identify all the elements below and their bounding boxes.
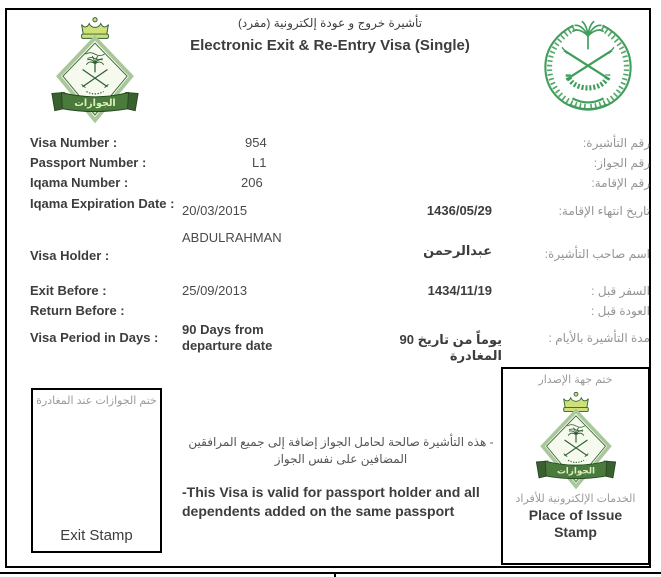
field-label-ar-passport-number: رقم الجواز: <box>593 156 650 170</box>
document-title-arabic: تأشيرة خروج و عودة إلكترونية (مفرد) <box>237 16 423 30</box>
footer-table-edge <box>0 572 661 577</box>
field-label-ar-iqama-number: رقم الإقامة: <box>591 176 650 190</box>
field-value-visa-period: 90 Days from departure date <box>182 322 273 353</box>
field-label-visa-number: Visa Number : <box>30 135 118 150</box>
field-label-passport-number: Passport Number : <box>30 155 147 170</box>
document-header <box>158 16 502 54</box>
field-label-ar-visa-period: مدة التأشيرة بالأيام : <box>548 331 650 345</box>
place-of-issue-stamp-box <box>501 367 650 565</box>
place-of-issue-label-arabic: ختم جهة الإصدار <box>538 374 613 386</box>
document-title-english: Electronic Exit & Re-Entry Visa (Single) <box>190 37 470 54</box>
ministry-of-interior-emblem-icon <box>536 13 640 117</box>
field-value-visa-period-ar: 90 يوماً من تاريخ المغادرة <box>399 332 502 363</box>
field-value-iqama-expiration-gregorian: 20/03/2015 <box>182 203 248 218</box>
wreath-tie-icon <box>569 98 606 109</box>
electronic-services-label-arabic: الخدمات الإلكترونية للأفراد <box>515 493 636 505</box>
field-value-visa-holder-name-ar: عبدالرحمن <box>423 243 492 258</box>
field-label-return-before: Return Before : <box>30 303 125 318</box>
validity-note-english: -This Visa is valid for passport holder and all dependents added on the same passport <box>182 484 480 519</box>
validity-notes <box>176 434 506 521</box>
field-label-iqama-expiration: Iqama Expiration Date : <box>30 196 175 211</box>
field-label-ar-return-before: العودة قبل : <box>590 304 650 318</box>
field-label-visa-period: Visa Period in Days : <box>30 330 159 345</box>
jawazat-passports-emblem-icon <box>47 13 143 126</box>
palm-tree-icon <box>572 21 603 49</box>
field-label-iqama-number: Iqama Number : <box>30 175 129 190</box>
field-value-passport-number: L1 <box>252 155 267 170</box>
field-label-ar-iqama-expiration: تاريخ انتهاء الإقامة: <box>558 204 650 218</box>
crescent-icon <box>568 74 608 88</box>
field-value-iqama-number: 206 <box>241 175 263 190</box>
exit-stamp-label-english: Exit Stamp <box>60 527 133 544</box>
field-value-iqama-expiration-hijri: 1436/05/29 <box>426 203 492 218</box>
footer-table-divider <box>334 572 336 577</box>
field-label-ar-exit-before: السفر قبل : <box>591 284 650 298</box>
field-value-exit-before-hijri: 1434/11/19 <box>427 283 492 298</box>
field-value-visa-number: 954 <box>245 135 267 150</box>
jawazat-passports-emblem-icon <box>532 388 620 492</box>
field-label-ar-visa-number: رقم التأشيرة: <box>582 136 650 150</box>
field-label-exit-before: Exit Before : <box>30 283 107 298</box>
field-label-visa-holder: Visa Holder : <box>30 248 110 263</box>
exit-stamp-box <box>31 388 162 553</box>
place-of-issue-label-english: Place of Issue Stamp <box>528 507 623 540</box>
field-label-ar-visa-holder: اسم صاحب التأشيرة: <box>544 247 650 261</box>
validity-note-arabic: - هذه التأشيرة صالحة لحامل الجواز إضافة إلى جميع المرافقين المضافين على نفس الجواز <box>188 435 494 466</box>
field-value-visa-holder-name: ABDULRAHMAN <box>182 230 282 245</box>
field-value-exit-before-gregorian: 25/09/2013 <box>182 283 248 298</box>
exit-stamp-label-arabic: ختم الجوازات عند المغادرة <box>36 395 157 407</box>
